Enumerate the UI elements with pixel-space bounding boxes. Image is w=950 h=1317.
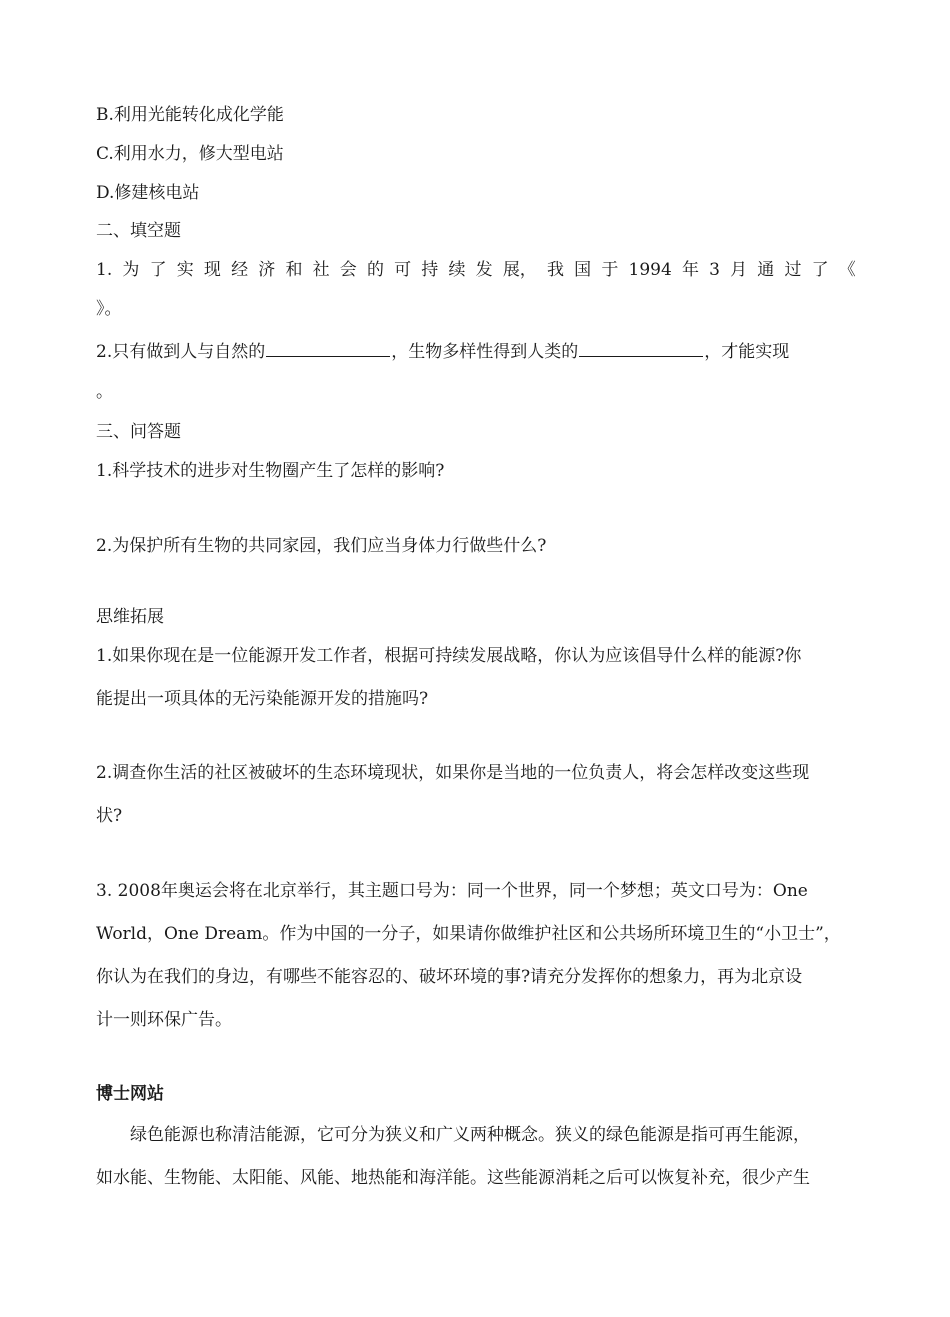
option-d: D.修建核电站 [96, 183, 200, 203]
fill-q1-token: 续 [448, 260, 466, 280]
fill-q1-token: 现 [203, 260, 221, 280]
fill-q1-token: 实 [176, 260, 194, 280]
fill-q1-token: 了 [149, 260, 167, 280]
fill-q1-token: 社 [312, 260, 330, 280]
fill-q2-part2: ，生物多样性得到人类的 [391, 342, 579, 362]
extension-q1-line1: 1.如果你现在是一位能源开发工作者，根据可持续发展战略，你认为应该倡导什么样的能源?你 [96, 646, 802, 666]
fill-q1-token: 持 [421, 260, 439, 280]
fill-q1-token: 过 [784, 260, 802, 280]
answer-blank-2[interactable] [579, 339, 703, 357]
website-para-line2: 如水能、生物能、太阳能、风能、地热能和海洋能。这些能源消耗之后可以恢复补充，很少产生 [96, 1168, 810, 1188]
fill-q1-token: 可 [394, 260, 412, 280]
option-b: B.利用光能转化成化学能 [96, 105, 284, 125]
fill-q1-token: 1994 [628, 260, 672, 280]
fill-q1-token: 月 [730, 260, 748, 280]
extension-q3-line2: World，One Dream。作为中国的一分子，如果请你做维护社区和公共场所环境卫生的“小卫士”， [96, 924, 841, 944]
extension-q3-line1: 3. 2008年奥运会将在北京举行，其主题口号为：同一个世界，同一个梦想；英文口号为：One [96, 881, 808, 901]
fill-q1-token: 会 [339, 260, 357, 280]
fill-q1-token: 济 [258, 260, 276, 280]
answer-blank-1[interactable] [266, 339, 390, 357]
fill-q1-token: 了 [811, 260, 829, 280]
website-heading: 博士网站 [96, 1084, 164, 1104]
fill-in-heading: 二、填空题 [96, 221, 181, 241]
extension-q1-line2: 能提出一项具体的无污染能源开发的措施吗? [96, 689, 429, 709]
extension-q2-line1: 2.调查你生活的社区被破坏的生态环境现状，如果你是当地的一位负责人，将会怎样改变这些现 [96, 763, 810, 783]
fill-question-1 [96, 259, 856, 281]
fill-q1-token: 经 [231, 260, 249, 280]
fill-q2-part1: 2.只有做到人与自然的 [96, 342, 266, 362]
fill-q1-token: 为 [122, 260, 140, 280]
extension-q3-line4: 计一则环保广告。 [96, 1010, 232, 1030]
fill-q1-token: 展， [502, 260, 537, 280]
qa-heading: 三、问答题 [96, 422, 181, 442]
fill-question-2 [96, 339, 789, 363]
extension-q2-line2: 状? [96, 806, 123, 826]
fill-q1-token: 3 [709, 260, 720, 280]
fill-q1-token: 通 [757, 260, 775, 280]
fill-q1-token: 年 [681, 260, 699, 280]
fill-q1-token: 的 [366, 260, 384, 280]
fill-q1-token: 发 [475, 260, 493, 280]
fill-q1-token: 于 [601, 260, 619, 280]
fill-q2-part3: ，才能实现 [704, 342, 790, 362]
fill-q1-token: 我 [546, 260, 564, 280]
qa-question-1: 1.科学技术的进步对生物圈产生了怎样的影响? [96, 461, 445, 481]
extension-q3-line3: 你认为在我们的身边，有哪些不能容忍的、破坏环境的事?请充分发挥你的想象力，再为北京设 [96, 967, 803, 987]
fill-question-1-tail: 》。 [96, 299, 122, 319]
option-c: C.利用水力，修大型电站 [96, 144, 284, 164]
fill-q1-token: 和 [285, 260, 303, 280]
website-para-line1: 绿色能源也称清洁能源，它可分为狭义和广义两种概念。狭义的绿色能源是指可再生能源， [130, 1125, 810, 1145]
fill-q1-token: 1. [96, 260, 113, 280]
extension-heading: 思维拓展 [96, 607, 164, 627]
fill-q1-token: 国 [574, 260, 592, 280]
fill-q1-token: 《 [838, 260, 856, 280]
qa-question-2: 2.为保护所有生物的共同家园，我们应当身体力行做些什么? [96, 536, 547, 556]
fill-question-2-tail: 。 [96, 382, 113, 402]
